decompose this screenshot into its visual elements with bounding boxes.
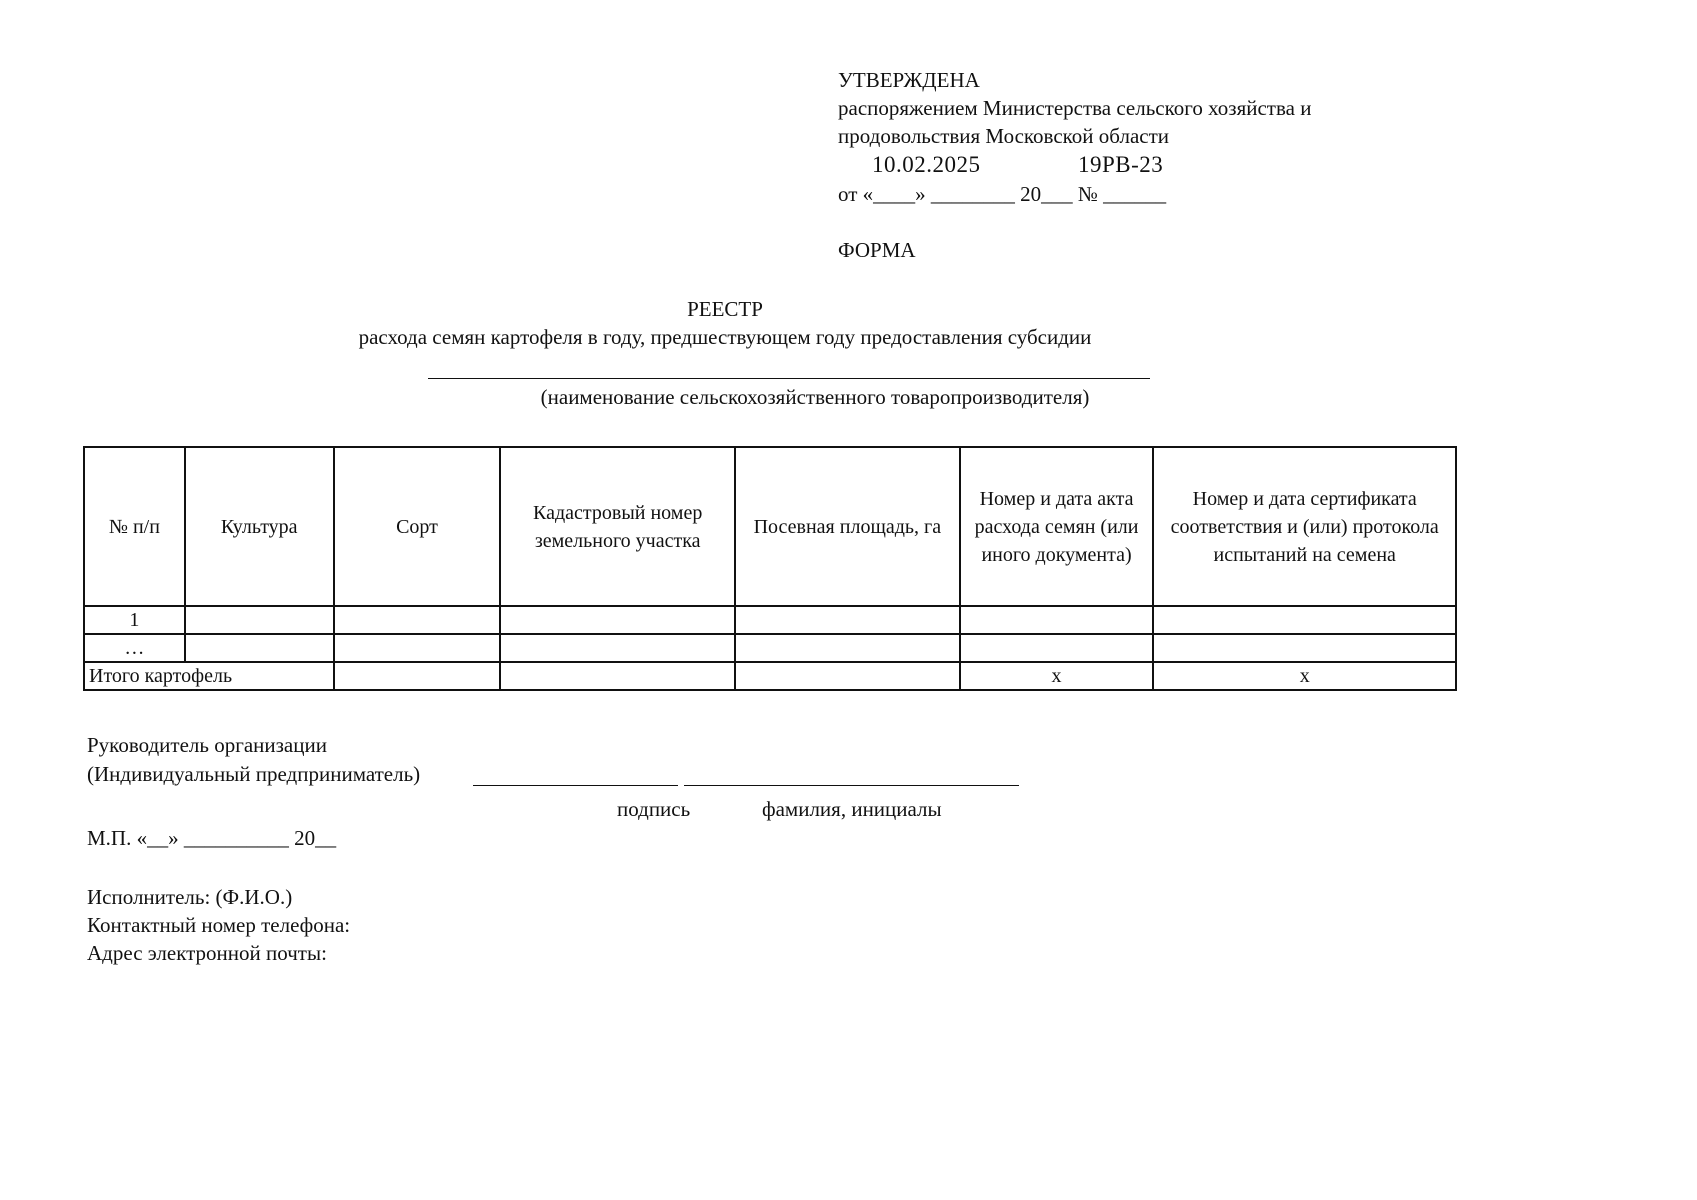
name-caption: фамилия, инициалы — [762, 797, 942, 821]
producer-name-line[interactable] — [428, 378, 1150, 379]
signature-line[interactable] — [473, 785, 678, 786]
approval-date-line: от «____» ________ 20___ № ______ — [838, 182, 1167, 206]
approval-line-1: распоряжением Министерства сельского хозяйства и — [838, 96, 1312, 120]
table-cell[interactable] — [334, 634, 501, 662]
header-cell: Сорт — [334, 447, 501, 606]
table-total-row — [84, 662, 1456, 690]
approval-block — [838, 66, 1311, 208]
phone-label: Контактный номер телефона: — [87, 913, 351, 937]
table-cell[interactable] — [735, 662, 960, 690]
table-cell[interactable] — [334, 662, 501, 690]
header-cell: Посевная площадь, га — [735, 447, 960, 606]
table-cell[interactable] — [960, 606, 1154, 634]
header-cell: Номер и дата акта расхода семян (или иного документа) — [960, 447, 1154, 606]
register-title: РЕЕСТР — [687, 297, 763, 321]
executor-label: Исполнитель: (Ф.И.О.) — [87, 885, 293, 909]
total-x-mark: х — [960, 662, 1154, 690]
table-cell[interactable] — [334, 606, 501, 634]
approval-date-value: 10.02.2025 — [872, 152, 981, 177]
table-cell[interactable] — [500, 662, 735, 690]
form-label: ФОРМА — [838, 238, 916, 262]
row-number: 1 — [84, 606, 185, 634]
table-row — [84, 634, 1456, 662]
table-cell[interactable] — [735, 606, 960, 634]
signature-caption: подпись — [617, 797, 691, 821]
table-cell[interactable] — [1153, 634, 1456, 662]
register-subtitle: расхода семян картофеля в году, предшествующем году предоставления субсидии — [358, 325, 1092, 349]
table-cell[interactable] — [735, 634, 960, 662]
approval-line-2: продовольствия Московской области — [838, 124, 1169, 148]
table-cell[interactable] — [960, 634, 1154, 662]
table-cell[interactable] — [500, 634, 735, 662]
signatory-title: Руководитель организации — [87, 733, 327, 757]
signatory-subtitle: (Индивидуальный предприниматель) — [87, 762, 421, 786]
stamp-date-line: М.П. «__» __________ 20__ — [87, 826, 337, 850]
row-number: … — [84, 634, 185, 662]
producer-name-caption: (наименование сельскохозяйственного товаропроизводителя) — [540, 385, 1090, 409]
table-cell[interactable] — [185, 634, 334, 662]
header-cell: Культура — [185, 447, 334, 606]
table-cell[interactable] — [185, 606, 334, 634]
email-label: Адрес электронной почты: — [87, 941, 327, 965]
header-cell: Номер и дата сертификата соответствия и (или) протокола испытаний на семена — [1153, 447, 1456, 606]
register-table — [83, 446, 1457, 691]
approval-heading: УТВЕРЖДЕНА — [838, 68, 980, 92]
table-row — [84, 606, 1456, 634]
header-cell: № п/п — [84, 447, 185, 606]
table-header-row — [84, 447, 1456, 606]
table-cell[interactable] — [500, 606, 735, 634]
table-cell[interactable] — [1153, 606, 1456, 634]
header-cell: Кадастровый номер земельного участка — [500, 447, 735, 606]
approval-handwritten — [838, 150, 1311, 180]
total-x-mark: х — [1153, 662, 1456, 690]
approval-number-value: 19РВ-23 — [1078, 152, 1164, 177]
name-line[interactable] — [684, 785, 1019, 786]
total-label: Итого картофель — [84, 662, 334, 690]
